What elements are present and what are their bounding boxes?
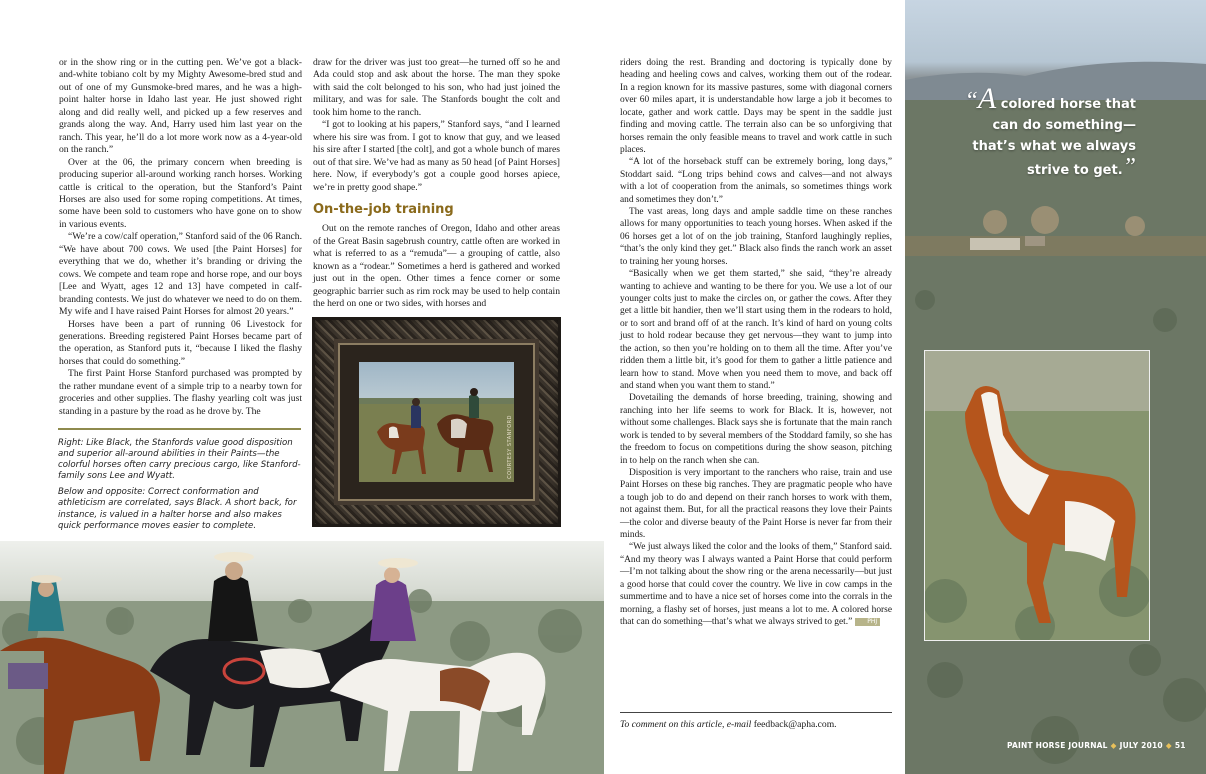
paragraph: “A lot of the horseback stuff can be extremely boring, long days,” Stoddart said. “Long trips behind cows and calves—and not always with a lot of cooperation from the animals, so sometimes things work and sometimes they don’t.”	[620, 157, 892, 205]
paragraph-final	[620, 541, 892, 628]
pull-quote-initial: A	[977, 82, 997, 115]
caption-below: Below and opposite: Correct conformation and athleticism are correlated, says Black. A short back, for instance, is valued in a halter horse and also makes quick performance moves easier to complete.	[58, 487, 297, 531]
caption-right: Right: Like Black, the Stanfords value good disposition and superior all-around abilities in their Paints—the colorful horses often carry precious cargo, like Stanford-family sons Lee and Wyatt.	[58, 438, 301, 482]
riders-group-photo	[0, 541, 604, 774]
close-quote-mark: ”	[1122, 154, 1136, 180]
article-column-3	[620, 57, 892, 628]
section-subhead: On-the-job training	[313, 201, 454, 217]
paragraph: The vast areas, long days and ample saddle time on these ranches allows for many opportunities to teach young horses. When asked if the 06 horses get a lot of on the job training, Stanford laughingly replies, “that’s the only kind they get.” Black also finds the ranch work an asset to training her young horses.	[620, 207, 892, 267]
article-column-1	[59, 57, 302, 418]
paint-horse-photo	[924, 350, 1150, 641]
paragraph: Horses have been a part of running 06 Livestock for generations. Breeding registered Paint Horses became part of the operation, as Stanford puts it, “because I liked the flashy horses that could do something.”	[59, 318, 302, 367]
page-folio	[1007, 741, 1186, 750]
issue-date: JULY 2010	[1119, 741, 1163, 750]
riders-on-horses-photo	[359, 362, 514, 482]
pull-quote-line-1: “A colored horse that	[964, 82, 1136, 115]
paragraph: “I got to looking at his papers,” Stanford says, “and I learned where his sire was from. I got to know that guy, and we leased his sire after I started [the colt], and got a whole bunch of mares out of that sire. We’ve had as many as 50 head [of Paint Horses] here. Now, if everybody’s got a couple good horses apiece, we’re in pretty good shape.”	[313, 119, 560, 193]
comment-email-link[interactable]: feedback@apha.com.	[753, 719, 837, 730]
paragraph: Disposition is very important to the ranchers who raise, train and use Paint Horses on these big ranches. They are pragmatic people who have a tough job to do and depend on their ranch horses to work with them, not against them. But, for all the practical reasons they love their Paints—the color and diverse beauty of the Paint Horse is never far from their minds.	[620, 467, 892, 541]
paragraph: or in the show ring or in the cutting pen. We’ve got a black-and-white tobiano colt by my Mighty Awesome-bred stud and out of one of my Gunsmoke-bred mares, and he was a high-point halter horse in Idaho last year. He just showed right along and did really well, and picked up a few reserves and grands along the way. And, Harry used him last year on the ranch. This year, he’ll do a lot more work now as a 4-year-old on the ranch.”	[59, 57, 302, 156]
paragraph: draw for the driver was just too great—he turned off so he and Ada could stop and ask about the horse. The man they spoke with said the colt belonged to his son, who had just joined the military, and was for sale. The Stanfords bought the colt and took him home to the ranch.	[313, 57, 560, 118]
pull-quote	[926, 82, 1136, 181]
paragraph: “We’re a cow/calf operation,” Stanford said of the 06 Ranch. “We have about 700 cows. We used [the Paint Horses] for everything that we do, whether it’s branding or driving the cows. We compete and team rope and horse rope, and our boys [Lee and Wyatt, ages 12 and 13] have competed in calf-branding contests. We just do whatever we need to do on them. My wife and I have raised Paint Horses for almost 20 years.”	[59, 231, 302, 318]
photo-credit: COURTESY STANFORD	[507, 415, 513, 479]
paragraph: riders doing the rest. Branding and doctoring is typically done by heading and heeling cows and calves, working them out of the rodear. In a region known for its massive pastures, some with diagonal corners over 60 miles apart, it is understandable how large a job it becomes to locate, gather and work cattle. Days may be spent in the saddle just finding and moving cattle. The terrain also can be so unforgiving that horses remain the only feasible means to travel and work cattle in such places.	[620, 58, 892, 155]
comment-line	[620, 712, 892, 730]
framed-photo	[312, 317, 561, 527]
paragraph: Over at the 06, the primary concern when breeding is producing superior all-around working ranch horses. Working cattle is critical to the operation, but the Stanford’s Paint Horses are also used for some roping competitions. At times, some have been sold to customers who have gone on to show in various events.	[59, 156, 302, 230]
pull-quote-line-4: strive to get.”	[1027, 154, 1136, 180]
end-of-article-mark: PHJ	[855, 618, 880, 626]
publication-name: PAINT HORSE JOURNAL	[1007, 741, 1108, 750]
final-text: “We just always liked the color and the looks of them,” Stanford said. “And my theory was I always wanted a Paint Horse that could perform—I’m not talking about the show ring or the arena necessarily—but just a good horse that could cover the country. We live in cow camps in the summertime and to have a nice set of horses come into the corrals in the morning, a flashy set of horses, just means a lot to me. A colored horse that can do something—that’s what we always strived to get.”	[620, 542, 892, 627]
folio-separator: ◆	[1110, 741, 1117, 750]
open-quote-mark: “	[964, 88, 978, 114]
pull-quote-line-2: can do something—	[992, 118, 1136, 133]
paragraph: The first Paint Horse Stanford purchased was prompted by the rather mundane event of a simple trip to a nearby town for groceries and other supplies. The flashy yearling colt was just standing in a pasture by the road as he drove by. The	[59, 368, 302, 417]
comment-label: To comment on this article, e-mail	[620, 719, 752, 730]
article-column-2	[313, 57, 560, 311]
pull-quote-line-3: that’s what we always	[972, 139, 1136, 154]
photo-caption	[58, 428, 301, 537]
paragraph: “Basically when we get them started,” she said, “they’re already wanting to achieve and wanting to be there for you. We use a lot of our younger colts just to make the circles on, or gather the cows. After they get a little bit handier, then we’ll start using them in the rodears to hold, or to sort and brand off of at the ranch. It’s kind of hard on young colts just to hold rodear because they get nervous—they want to jump into the action, so then you’re holding on to them all the time. After you’ve ridden them a little bit, it’s good for them to gather a little patience and learn how to stand. Move when you need them to move, and back off and stand when you want them to stand.”	[620, 269, 892, 391]
page-number: 51	[1174, 741, 1186, 750]
paragraph: Dovetailing the demands of horse breeding, training, showing and ranching into her life seems to work for Black. It is, however, not without some challenges. Black says she is fortunate that the main ranch work is tended to by several members of the Stoddard family, so she has the freedom to focus on competitions during the show season, pitching in to help on the ranch when she can.	[620, 393, 892, 466]
paragraph: Out on the remote ranches of Oregon, Idaho and other areas of the Great Basin sagebrush country, cattle often are worked in what is referred to as a “remuda”— a grouping of cattle, also known as a “rodear.” Sometimes a herd is gathered and worked just out in the open. Other times a fence corner or some geographic barrier such as rim rock may be used to help contain the herd on one or two sides, with horses and	[313, 223, 560, 310]
folio-separator: ◆	[1165, 741, 1172, 750]
